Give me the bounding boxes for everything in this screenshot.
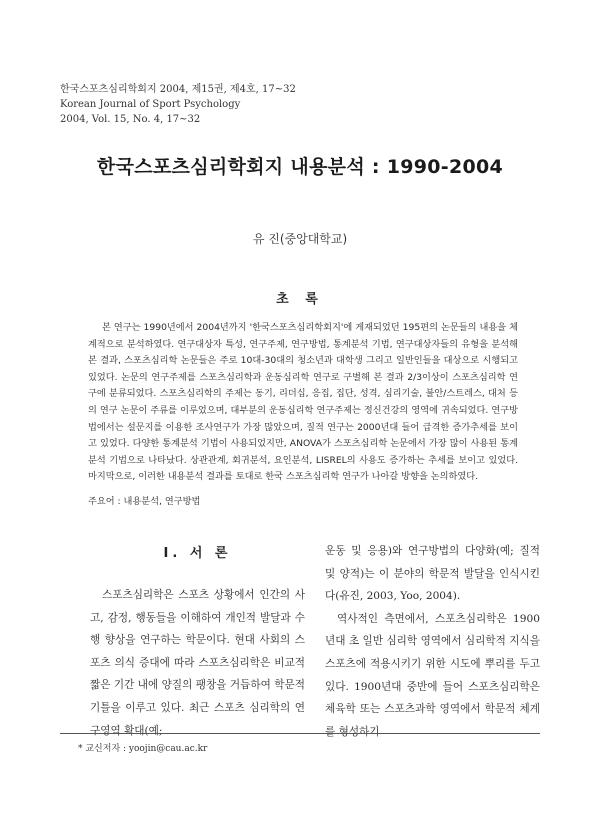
keywords: 주요어 : 내용분석, 연구방법: [88, 496, 201, 507]
abstract-heading: 초 록: [276, 292, 324, 307]
journal-header: [60, 82, 296, 127]
corresponding-author-footnote: * 교신저자 : yoojin@cau.ac.kr: [78, 744, 208, 754]
abstract-body: 본 연구는 1990년에서 2004년까지 '한국스포츠심리학회지'에 게재되었던 195편의 논문들의 내용을 체계적으로 분석하였다. 연구대상자 특성, 연구주제, 연구방법, 통계분석 기법, 연구대상자들의 유형을 분석해 본 결과, 스포츠심리학 논문들은 주로 10대-30대의 청소년과 대학생 그리고 일반인들을 대상으로 시행되고 있었다. 논문의 연구주제를 스포츠심리학과 운동심리학 연구로 구별해 본 결과 2/3이상이 스포츠심리학 연구에 분류되었다. 스포츠심리학의 주제는 동기, 리더십, 응집, 집단, 성격, 심리기술, 불안/스트레스, 대처 등의 연구 논문이 주류를 이루었으며, 대부분의 운동심리학 연구주제는 정신건강의 영역에 귀속되었다. 연구방법에서는 설문지를 이용한 조사연구가 가장 많았으며, 질적 연구는 2000년대 들어 급격한 증가추세를 보이고 있었다. 다양한 통계분석 기법이 사용되었지만, ANOVA가 스포츠심리학 논문에서 가장 많이 사용된 통계분석 기법으로 나타났다. 상관관계, 회귀분석, 요인분석, LISREL의 사용도 증가하는 추세를 보이고 있었다. 마지막으로, 이러한 내용분석 결과를 토대로 한국 스포츠심리학 연구가 나아갈 방향을 논의하였다.: [88, 322, 518, 483]
left-column: [90, 540, 305, 742]
journal-citation-korean: 한국스포츠심리학회지 2004, 제15권, 제4호, 17~32: [60, 84, 296, 95]
intro-paragraph-history: 역사적인 측면에서, 스포츠심리학은 1900년대 초 일반 심리학 영역에서 심리학적 지식을 스포츠에 적용시키기 위한 시도에 뿌리를 두고 있다. 1900년대 중반에 들어 스포츠심리학은 체육학 또는 스포츠과학 영역에서 학문적 체계를 형성하기: [325, 612, 540, 738]
intro-paragraph-left: 스포츠심리학은 스포츠 상황에서 인간의 사고, 감정, 행동들을 이해하여 개인적 발달과 수행 향상을 연구하는 학문이다. 현대 사회의 스포츠 의식 증대에 따라 스포츠심리학은 비교적 짧은 기간 내에 양질의 팽창을 거듭하여 학문적 기틀을 이루고 있다. 최근 스포츠 심리학의 연구영역 확대(예;: [90, 589, 305, 737]
section-heading: Ⅰ. 서 론: [163, 546, 232, 561]
journal-citation-english: 2004, Vol. 15, No. 4, 17~32: [60, 114, 201, 125]
intro-paragraph-right-continued: 운동 및 응용)와 연구방법의 다양화(예; 질적 및 양적)는 이 분야의 학문적 발달을 인식시킨다(유진, 2003, Yoo, 2004).: [325, 545, 540, 603]
paper-title: 한국스포츠심리학회지 내용분석 : 1990-2004: [96, 156, 504, 178]
journal-name-english: Korean Journal of Sport Psychology: [60, 99, 241, 110]
right-column: [325, 540, 540, 743]
author-line: 유 진(중앙대학교): [252, 232, 348, 246]
footnote-divider: [60, 733, 540, 734]
